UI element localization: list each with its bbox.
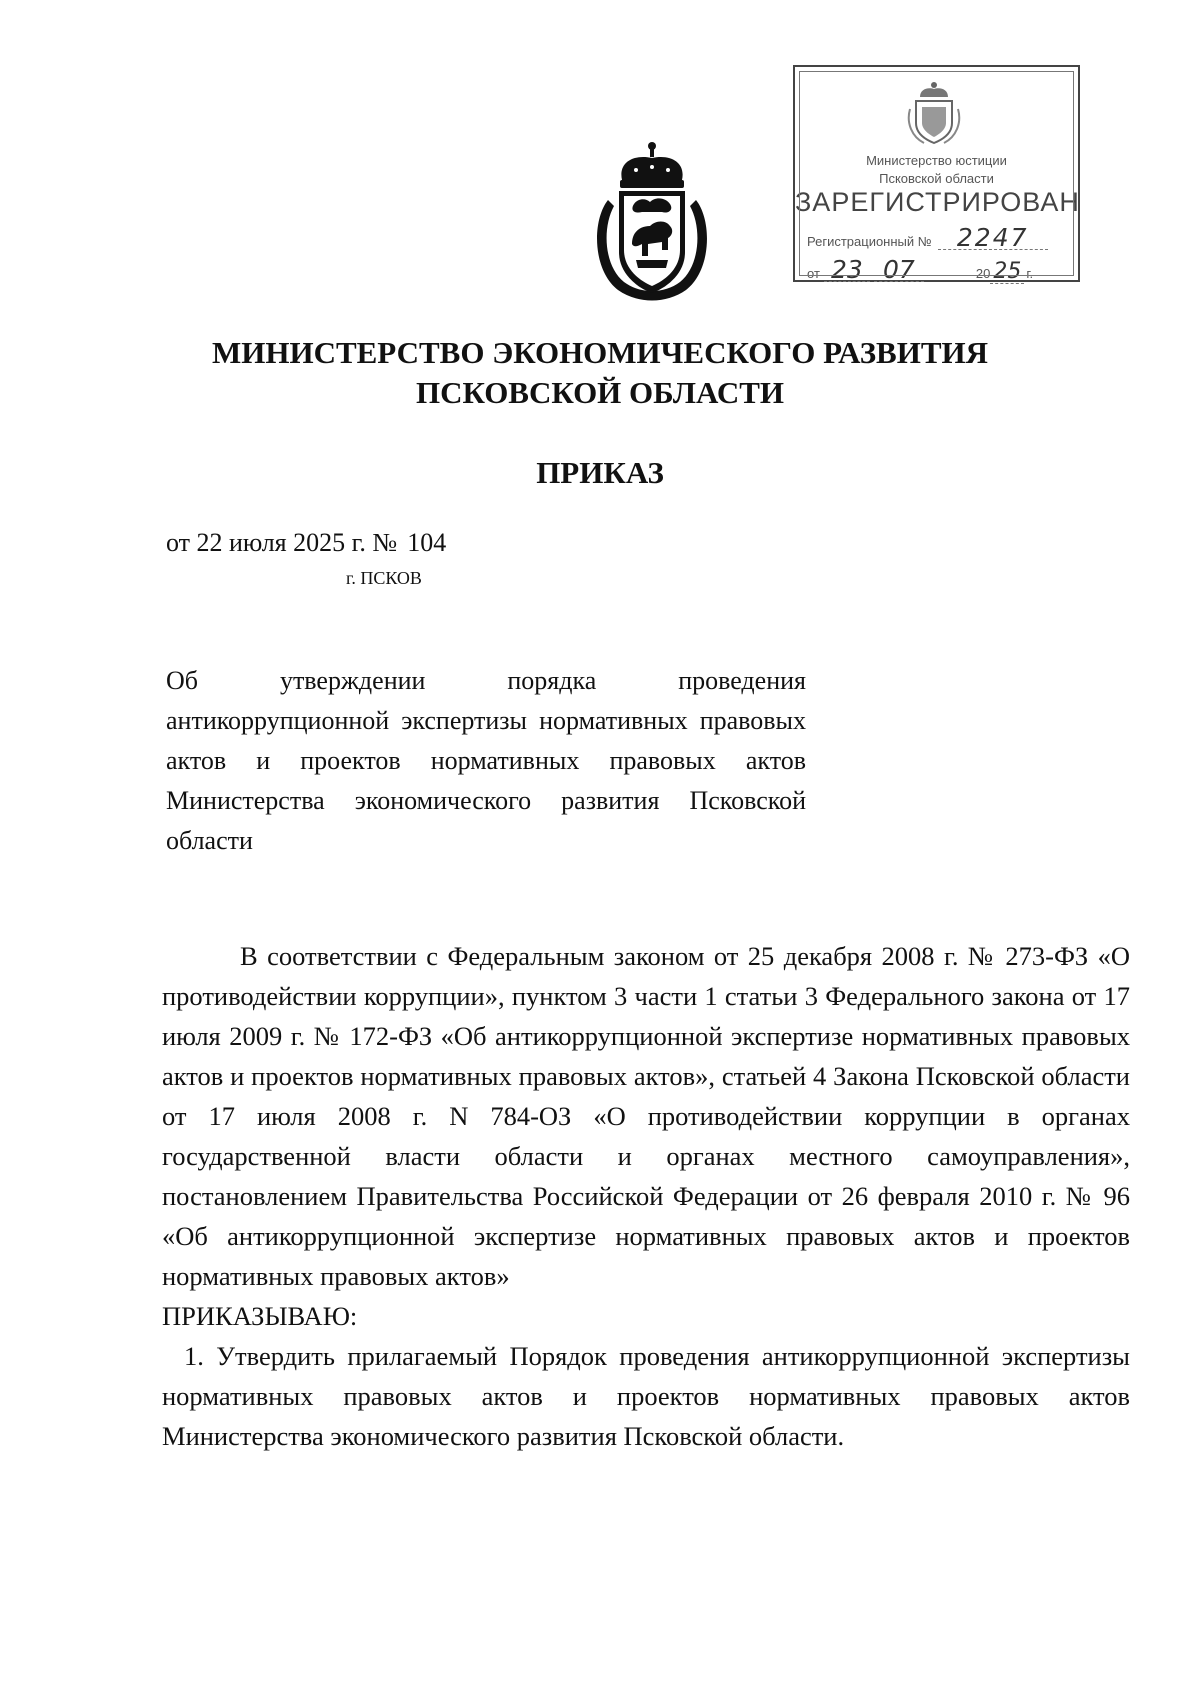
ministry-title-line1: МИНИСТЕРСТВО ЭКОНОМИЧЕСКОГО РАЗВИТИЯ — [211, 335, 989, 370]
stamp-day: 23 — [824, 259, 870, 282]
stamp-status: ЗАРЕГИСТРИРОВАН — [795, 187, 1080, 217]
stamp-emblem-icon — [906, 79, 962, 145]
order-city: г. ПСКОВ — [346, 568, 422, 588]
stamp-org-line2: Псковской области — [879, 171, 994, 186]
order-directive: ПРИКАЗЫВАЮ: — [162, 1301, 358, 1331]
stamp-date-row — [807, 255, 1072, 284]
order-date-line — [166, 528, 446, 558]
stamp-month: 07 — [874, 259, 924, 282]
order-preamble: В соответствии с Федеральным законом от 25 декабря 2008 г. № 273-ФЗ «О противодействии коррупции», пунктом 3 части 1 статьи 3 Федерального закона от 17 июля 2009 г. № 172-ФЗ «Об антикоррупционной экспертизе нормативных правовых актов и проектов нормативных правовых актов», статьей 4 Закона Псковской области от 17 июля 2008 г. N 784-ОЗ «О противодействии коррупции в органах государственной власти области и органах местного самоуправления», постановлением Правительства Российской Федерации от 26 февраля 2010 г. № 96 «Об антикоррупционной экспертизе нормативных правовых актов и проектов нормативных правовых актов» — [162, 941, 1130, 1291]
order-item-1: 1. Утвердить прилагаемый Порядок проведения антикоррупционной экспертизы нормативных правовых актов и проектов нормативных правовых актов Министерства экономического развития Псковской области. — [162, 1341, 1130, 1451]
order-subject: Об утверждении порядка проведения антикоррупционной экспертизы нормативных правовых актов и проектов нормативных правовых актов Министерства экономического развития Псковской области — [166, 666, 806, 855]
ministry-title — [0, 333, 1200, 413]
order-body — [162, 936, 1130, 1456]
stamp-year-prefix: 20 — [975, 266, 991, 281]
document-type: ПРИКАЗ — [536, 455, 664, 490]
stamp-reg-label: Регистрационный № — [807, 234, 932, 249]
ministry-title-line2: ПСКОВСКОЙ ОБЛАСТИ — [415, 375, 785, 410]
stamp-registration-row — [807, 223, 1048, 252]
coat-of-arms-icon — [578, 140, 726, 310]
order-date: от 22 июля 2025 г. № — [166, 528, 398, 557]
stamp-org-line1: Министерство юстиции — [866, 153, 1007, 168]
stamp-date-prefix: от — [807, 266, 820, 281]
registration-stamp — [793, 65, 1080, 282]
stamp-year-suffix: 25 — [990, 261, 1024, 284]
stamp-reg-number: 2247 — [938, 227, 1048, 250]
order-number: 104 — [407, 528, 447, 557]
stamp-year-unit: г. — [1026, 266, 1034, 281]
